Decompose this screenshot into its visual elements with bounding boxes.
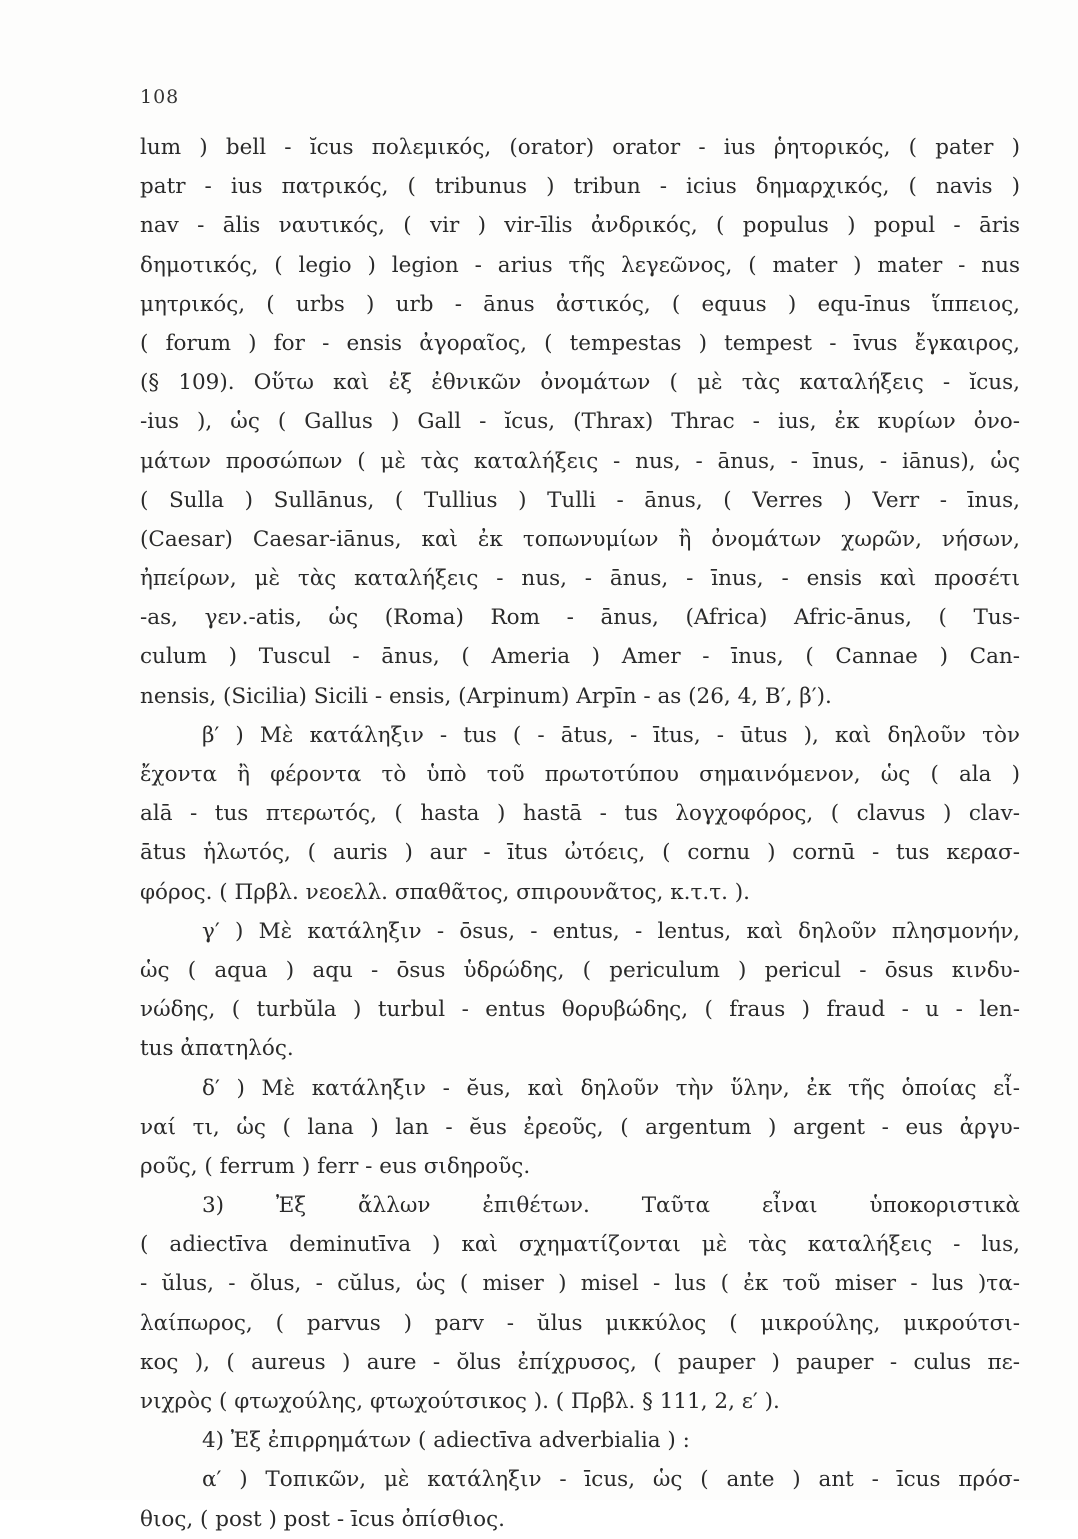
text-line-5: μητρικός, ( urbs ) urb - ānus ἀστικός, ( equus ) equ-īnus ἵππειος, [140,291,1020,317]
text-line-25: δ′ ) Μὲ κατάληξιν - ĕus, καὶ δηλοῦν τὴν ὕλην, ἐκ τῆς ὁποίας εἶ- [202,1075,1020,1101]
text-line-13: -as, γεν.-atis, ὡς (Roma) Rom - ānus, (Africa) Afric-ānus, ( Tus- [140,605,1020,631]
text-line-36: θιος, ( post ) post - īcus ὀπίσθιος. [140,1506,506,1532]
text-line-21: γ′ ) Μὲ κατάληξιν - ōsus, - entus, - lentus, καὶ δηλοῦν πλησμονήν, [202,918,1020,944]
text-line-17: ἔχοντα ἢ φέροντα τὸ ὑπὸ τοῦ πρωτοτύπου σημαινόμενον, ὡς ( ala ) [140,762,1020,787]
text-line-6: ( forum ) for - ensis ἀγοραῖος, ( tempestas ) tempest - īvus ἔγκαιρος, [140,330,1020,356]
text-line-33: νιχρὸς ( φτωχούλης, φτωχούτσικος ). ( Πρβλ. § 111, 2, ε′ ). [140,1389,780,1414]
text-line-8: -ius ), ὡς ( Gallus ) Gall - ĭcus, (Thrax) Thrac - ius, ἐκ κυρίων ὀνο- [140,409,1020,435]
text-line-20: φόρος. ( Πρβλ. νεοελλ. σπαθᾶτος, σπιρουνᾶτος, κ.τ.τ. ). [140,879,750,905]
text-line-4: δημοτικός, ( legio ) legion - arius τῆς λεγεῶνος, ( mater ) mater - nus [140,252,1020,278]
text-line-31: λαίπωρος, ( parvus ) parv - ŭlus μικκύλος ( μικρούλης, μικρούτσι- [140,1310,1020,1336]
text-line-19: ātus ἡλωτός, ( auris ) aur - ītus ὠτόεις, ( cornu ) cornū - tus κερασ- [140,840,1020,866]
page-number: 108 [140,86,180,108]
body-text [140,128,1020,1539]
text-line-11: (Caesar) Caesar-iānus, καὶ ἐκ τοπωνυμίων ἢ ὀνομάτων χωρῶν, νήσων, [140,526,1020,552]
text-line-34: 4) Ἐξ ἐπιρρημάτων ( adiectīva adverbialia ) : [202,1428,690,1454]
text-line-10: ( Sulla ) Sullānus, ( Tullius ) Tulli - ānus, ( Verres ) Verr - īnus, [140,487,1020,513]
text-line-24: tus ἀπατηλός. [140,1036,294,1062]
text-line-32: κος ), ( aureus ) aure - ŏlus ἐπίχρυσος, ( pauper ) pauper - culus πε- [140,1349,1021,1375]
text-line-2: patr - ius πατρικός, ( tribunus ) tribun - icius δημαρχικός, ( navis ) [140,174,1020,200]
text-line-28: 3) Ἐξ ἄλλων ἐπιθέτων. Ταῦτα εἶναι ὑποκοριστικὰ [202,1193,1020,1219]
text-line-7: (§ 109). Οὕτω καὶ ἐξ ἐθνικῶν ὀνομάτων ( μὲ τὰς καταλήξεις - ĭcus, [140,370,1020,396]
text-line-15: nensis, (Sicilia) Sicili - ensis, (Arpinum) Arpīn - as (26, 4, B′, β′). [140,683,832,709]
text-line-23: νώδης, ( turbŭla ) turbul - entus θορυβώδης, ( fraus ) fraud - u - len- [140,997,1020,1023]
text-line-1: lum ) bell - ĭcus πολεμικός, (orator) orator - ius ῥητορικός, ( pater ) [140,135,1020,160]
text-line-14: culum ) Tuscul - ānus, ( Ameria ) Amer - īnus, ( Cannae ) Can- [140,644,1020,670]
text-line-3: nav - ālis ναυτικός, ( vir ) vir-īlis ἀνδρικός, ( populus ) popul - āris [140,213,1020,239]
text-line-9: μάτων προσώπων ( μὲ τὰς καταλήξεις - nus, - ānus, - īnus, - iānus), ὡς [140,448,1020,474]
text-line-29: ( adiectīva deminutīva ) καὶ σχηματίζονται μὲ τὰς καταλήξεις - lus, [140,1232,1020,1258]
text-line-30: - ŭlus, - ŏlus, - cŭlus, ὡς ( miser ) misel - lus ( ἐκ τοῦ miser - lus )τα- [140,1271,1020,1297]
text-line-35: α′ ) Τοπικῶν, μὲ κατάληξιν - īcus, ὡς ( ante ) ant - īcus πρόσ- [202,1467,1020,1493]
text-line-16: β′ ) Μὲ κατάληξιν - tus ( - ātus, - ītus, - ūtus ), καὶ δηλοῦν τὸν [202,722,1020,748]
text-line-12: ἠπείρων, μὲ τὰς καταλήξεις - nus, - ānus, - īnus, - ensis καὶ προσέτι [140,566,1020,592]
text-line-27: ροῦς, ( ferrum ) ferr - eus σιδηροῦς. [140,1153,531,1179]
text-line-26: ναί τι, ὡς ( lana ) lan - ĕus ἐρεοῦς, ( argentum ) argent - eus ἀργυ- [140,1114,1020,1140]
text-line-22: ὡς ( aqua ) aqu - ōsus ὑδρώδης, ( periculum ) pericul - ōsus κινδυ- [140,957,1020,983]
text-line-18: alā - tus πτερωτός, ( hasta ) hastā - tus λογχοφόρος, ( clavus ) clav- [140,801,1020,827]
